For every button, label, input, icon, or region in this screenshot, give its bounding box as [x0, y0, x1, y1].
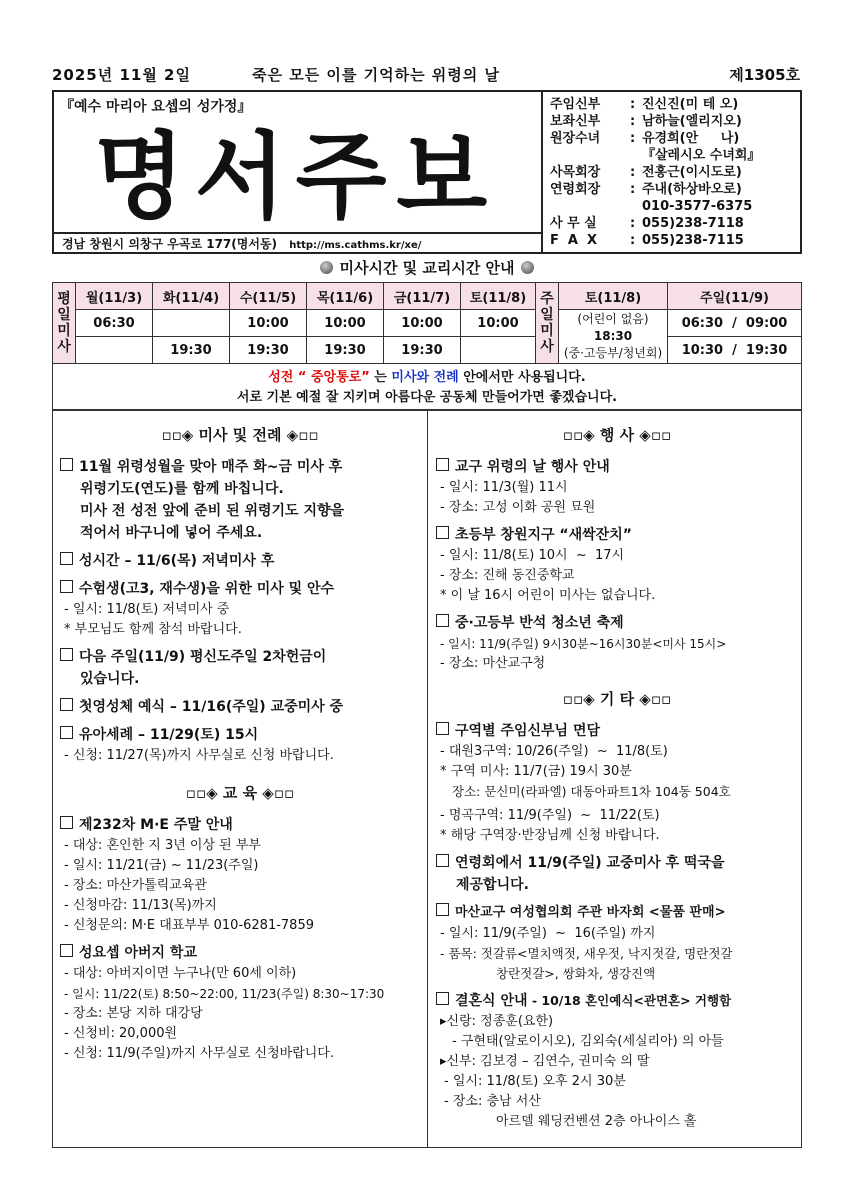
- item-detail: - 품목: 젓갈류<멸치액젓, 새우젓, 낙지젓갈, 명란젓갈: [440, 946, 733, 961]
- right-column: [436, 420, 798, 1132]
- item-detail: - 일시: 11/8(토) 저녁미사 중: [64, 602, 230, 617]
- mass-time: 10:00: [384, 310, 461, 337]
- checkbox-icon: [436, 992, 449, 1005]
- staff-name: 주내(하상바오로): [642, 182, 742, 197]
- item-text: 연령회에서 11/9(주일) 교중미사 후 떡국을: [455, 855, 725, 871]
- masthead: [52, 90, 802, 254]
- notice-line-1: [53, 368, 801, 388]
- list-item: [436, 524, 798, 546]
- item-detail: - 일시: 11/21(금) ~ 11/23(주일): [64, 858, 259, 873]
- staff-role: 보좌신부: [550, 114, 601, 129]
- item-detail: - 대원3구역: 10/26(주일) ~ 11/8(토): [440, 744, 668, 759]
- day-header: 월(11/3): [76, 283, 153, 310]
- item-detail: - 일시: 11/22(토) 8:50~22:00, 11/23(주일) 8:30~17:30: [64, 987, 385, 1001]
- item-detail: * 이 날 16시 어린이 미사는 없습니다.: [440, 588, 656, 603]
- day-title: 죽은 모든 이를 기억하는 위령의 날: [252, 66, 500, 84]
- list-item: [60, 942, 420, 964]
- mass-time: 10:00: [230, 310, 307, 337]
- mass-time: 19:30: [153, 337, 230, 364]
- bullet-dot-icon: [320, 261, 333, 274]
- item-text: 첫영성체 예식 – 11/16(주일) 교중미사 중: [79, 699, 344, 715]
- staff-row: 연령회장 : 주내(하상바오로): [550, 182, 742, 197]
- staff-name: 남하늘(엘리지오): [642, 114, 742, 129]
- staff-role: 원장수녀: [550, 131, 601, 146]
- staff-name: 진신진(미 테 오): [642, 97, 739, 112]
- sunday-mass-label: 주일미사: [536, 283, 559, 364]
- left-column: [60, 420, 420, 1064]
- mass-time: 19:30: [230, 337, 307, 364]
- sat-mass-cell: [559, 310, 668, 364]
- item-detail: - 일시: 11/9(주일) 9시30분~16시30분<미사 15시>: [440, 637, 727, 651]
- parish-motto: 『예수 마리아 요셉의 성가정』: [60, 99, 252, 115]
- section-title-misc: ▫▫◈ 기 타 ◈▫▫: [562, 690, 672, 708]
- sat-time: 18:30: [593, 329, 633, 343]
- checkbox-icon: [436, 458, 449, 471]
- mass-time: 19:30: [307, 337, 384, 364]
- day-header: 수(11/5): [230, 283, 307, 310]
- item-detail: - 장소: 본당 지하 대강당: [64, 1006, 203, 1021]
- item-detail: - 장소: 마산교구청: [440, 656, 546, 671]
- item-text: 제공합니다.: [456, 877, 529, 893]
- item-text: 교구 위령의 날 행사 안내: [455, 459, 610, 475]
- mass-time: 10:00: [461, 310, 536, 337]
- item-text: 성시간 – 11/6(목) 저녁미사 후: [79, 553, 275, 569]
- item-detail: ▸신랑: 정종훈(요한): [440, 1014, 554, 1029]
- header-divider: [541, 92, 543, 252]
- item-detail: 아르델 웨딩컨벤션 2층 아나이스 홀: [496, 1114, 697, 1129]
- address: 경남 창원시 의창구 우곡로 177(명서동): [62, 237, 278, 251]
- item-detail: - 장소: 마산가톨릭교육관: [64, 878, 207, 893]
- item-detail: - 신청비: 20,000원: [64, 1026, 178, 1041]
- item-detail: * 부모님도 함께 참석 바랍니다.: [64, 622, 242, 637]
- item-text: 중·고등부 반석 청소년 축제: [455, 615, 624, 631]
- list-item: [436, 720, 798, 742]
- staff-row: 사목회장 : 전홍근(이시도로): [550, 165, 742, 180]
- notice-text: 성전: [268, 370, 294, 385]
- mass-time: [153, 310, 230, 337]
- list-item: [436, 990, 798, 1012]
- item-detail: - 명곡구역: 11/9(주일) ~ 11/22(토): [440, 808, 660, 823]
- list-item: [60, 724, 420, 746]
- item-detail: - 장소: 충남 서산: [444, 1094, 541, 1109]
- sat-note: (어린이 없음): [577, 312, 649, 326]
- office-phone: 055)238-7118: [642, 216, 744, 231]
- weekday-mass-label: 평일미사: [53, 283, 76, 364]
- mass-schedule-table: [52, 282, 802, 364]
- checkbox-icon: [60, 698, 73, 711]
- staff-row: 보좌신부 : 남하늘(엘리지오): [550, 114, 742, 129]
- item-detail: - 신청마감: 11/13(목)까지: [64, 898, 217, 913]
- item-detail: - 신청: 11/27(목)까지 사무실로 신청 바랍니다.: [64, 748, 334, 763]
- item-text: - 10/18 혼인예식<관면혼> 거행함: [527, 993, 732, 1008]
- mass-time: [461, 337, 536, 364]
- notice-text: 안에서만 사용됩니다.: [458, 370, 586, 385]
- item-detail: - 일시: 11/8(토) 10시 ~ 17시: [440, 548, 625, 563]
- address-line: [54, 232, 541, 254]
- notice-text: “ 중앙통로”: [297, 370, 370, 385]
- staff-list: [550, 96, 800, 249]
- item-text: 성요셉 아버지 학교: [79, 945, 197, 961]
- notice-box: [52, 364, 802, 410]
- item-detail: * 해당 구역장·반장님께 신청 바랍니다.: [440, 828, 660, 843]
- mass-time: [76, 337, 153, 364]
- sun-header: 주일(11/9): [668, 283, 802, 310]
- checkbox-icon: [60, 552, 73, 565]
- staff-affiliation: 『살레시오 수녀회』: [642, 148, 761, 163]
- mass-time: 10:00: [307, 310, 384, 337]
- item-detail: 창란젓갈>, 쌍화차, 생강진액: [496, 966, 656, 981]
- list-item: [60, 696, 420, 718]
- staff-row: 사 무 실 : 055)238-7118: [550, 216, 744, 231]
- list-item: [60, 578, 420, 600]
- item-detail: - 장소: 진해 동진중학교: [440, 568, 575, 583]
- top-line: [52, 60, 802, 88]
- list-item: [60, 646, 420, 690]
- item-detail: - 신청문의: M·E 대표부부 010-6281-7859: [64, 918, 314, 933]
- website-link[interactable]: http://ms.cathms.kr/xe/: [289, 240, 422, 251]
- checkbox-icon: [436, 854, 449, 867]
- bulletin-title: 명서주보: [94, 122, 498, 232]
- sat-note: (중·고등부/청년회): [563, 346, 663, 360]
- checkbox-icon: [436, 526, 449, 539]
- item-detail: - 구현태(알로이시오), 김외숙(세실리아) 의 아들: [452, 1034, 724, 1049]
- item-detail: ▸신부: 김보경 – 김연수, 권미숙 의 딸: [440, 1054, 650, 1069]
- checkbox-icon: [436, 722, 449, 735]
- list-item: [436, 902, 798, 924]
- mass-time: 06:30: [76, 310, 153, 337]
- checkbox-icon: [60, 648, 73, 661]
- notice-text: 는: [369, 370, 392, 385]
- day-header: 토(11/8): [461, 283, 536, 310]
- staff-row: [550, 147, 800, 164]
- item-detail: - 일시: 11/3(월) 11시: [440, 480, 568, 495]
- item-text: 수험생(고3, 재수생)을 위한 미사 및 안수: [79, 581, 335, 597]
- item-detail: - 일시: 11/9(주일) ~ 16(주일) 까지: [440, 926, 656, 941]
- item-detail: * 구역 미사: 11/7(금) 19시 30분: [440, 764, 632, 779]
- fax-number: 055)238-7115: [642, 233, 744, 248]
- section-title-education: ▫▫◈ 교 육 ◈▫▫: [185, 784, 295, 802]
- sun-time: 10:30 / 19:30: [668, 337, 802, 364]
- staff-role: 주임신부: [550, 97, 601, 112]
- day-header: 화(11/4): [153, 283, 230, 310]
- day-header: 목(11/6): [307, 283, 384, 310]
- staff-role: 사목회장: [550, 165, 601, 180]
- staff-row: [550, 198, 800, 215]
- notice-text: 미사와 전례: [391, 370, 459, 385]
- item-detail: - 장소: 고성 이화 공원 묘원: [440, 500, 596, 515]
- list-item: [436, 456, 798, 478]
- checkbox-icon: [60, 458, 73, 471]
- staff-phone: 010-3577-6375: [642, 199, 753, 214]
- staff-row: 주임신부 : 진신진(미 테 오): [550, 97, 739, 112]
- list-item: [60, 814, 420, 836]
- staff-row: F A X : 055)238-7115: [550, 233, 744, 248]
- item-text: 결혼식 안내: [455, 993, 528, 1009]
- item-detail: - 대상: 아버지이면 누구나(만 60세 이하): [64, 966, 297, 981]
- item-text: 초등부 창원지구 “새싹잔치”: [455, 527, 632, 543]
- mass-time: 19:30: [384, 337, 461, 364]
- checkbox-icon: [60, 944, 73, 957]
- item-detail: - 신청: 11/9(주일)까지 사무실로 신청바랍니다.: [64, 1046, 334, 1061]
- section-title-liturgy: ▫▫◈ 미사 및 전례 ◈▫▫: [161, 426, 319, 444]
- checkbox-icon: [60, 726, 73, 739]
- bullet-dot-icon: [521, 261, 534, 274]
- section-title-events: ▫▫◈ 행 사 ◈▫▫: [562, 426, 672, 444]
- list-item: [436, 852, 798, 896]
- item-text: 마산교구 여성협의회 주관 바자회 <물품 판매>: [455, 905, 726, 920]
- day-header: 금(11/7): [384, 283, 461, 310]
- column-divider: [427, 410, 428, 1148]
- staff-role: 연령회장: [550, 182, 601, 197]
- mass-title-text: 미사시간 및 교리시간 안내: [339, 259, 515, 277]
- checkbox-icon: [436, 903, 449, 916]
- staff-row: 원장수녀 : 유경희(안 나): [550, 131, 740, 146]
- item-detail: - 일시: 11/8(토) 오후 2시 30분: [444, 1074, 626, 1089]
- checkbox-icon: [60, 816, 73, 829]
- issue-number: 제1305호: [729, 66, 800, 84]
- item-text: 유아세례 – 11/29(토) 15시: [79, 727, 259, 743]
- item-text: 다음 주일(11/9) 평신도주일 2차헌금이: [79, 649, 327, 665]
- item-text: 적어서 바구니에 넣어 주세요.: [80, 525, 263, 541]
- item-text: 11월 위령성월을 맞아 매주 화~금 미사 후: [79, 459, 343, 475]
- item-text: 구역별 주임신부님 면담: [455, 723, 600, 739]
- sat-header: 토(11/8): [559, 283, 668, 310]
- staff-role: 사 무 실: [550, 216, 597, 231]
- checkbox-icon: [436, 614, 449, 627]
- list-item: [60, 456, 420, 544]
- checkbox-icon: [60, 580, 73, 593]
- item-text: 있습니다.: [80, 671, 140, 687]
- issue-date: 2025년 11월 2일: [52, 66, 191, 84]
- list-item: [60, 550, 420, 572]
- staff-role: F A X: [550, 233, 598, 248]
- sun-time: 06:30 / 09:00: [668, 310, 802, 337]
- mass-schedule-title: [52, 256, 802, 280]
- item-text: 제232차 M·E 주말 안내: [79, 817, 233, 833]
- notice-line-2: 서로 기본 예절 잘 지키며 아름다운 공동체 만들어가면 좋겠습니다.: [236, 390, 618, 405]
- item-detail: - 대상: 혼인한 지 3년 이상 된 부부: [64, 838, 261, 853]
- item-text: 위령기도(연도)를 함께 바칩니다.: [80, 481, 284, 497]
- list-item: [436, 612, 798, 634]
- item-detail: 장소: 문신미(라파엘) 대동아파트1차 104동 504호: [452, 784, 731, 799]
- staff-name: 전홍근(이시도로): [642, 165, 742, 180]
- item-text: 미사 전 성전 앞에 준비 된 위령기도 지향을: [80, 503, 345, 519]
- staff-name: 유경희(안 나): [642, 131, 740, 146]
